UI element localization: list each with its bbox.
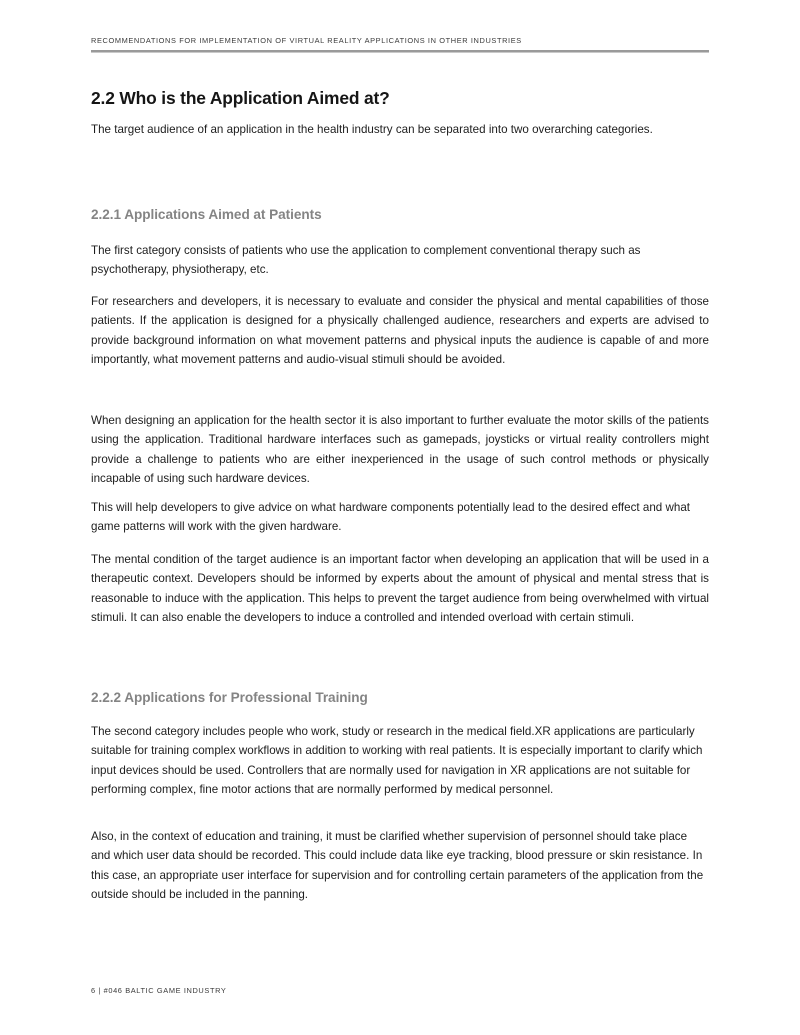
paragraph: When designing an application for the health sector it is also important to further evaluate the motor skills of the patients using the application. Traditional hardware interfaces such as gamepads, joysticks or virtual reality controllers might provide a challenge to patients who are either inexperienced in the usage of such control methods or physically incapable of using such hardware devices.: [91, 414, 709, 485]
subsection-1-heading-block: [91, 206, 709, 224]
intro-paragraph: The target audience of an application in the health industry can be separated into two overarching categories.: [91, 123, 653, 136]
paragraph: The second category includes people who work, study or research in the medical field.XR applications are particularly suitable for training complex workflows in addition to working with real patients. It is especially important to clarify which input devices should be used. Controllers that are normally used for navigation in XR applications are not suitable for performing complex, fine motor actions that are normally performed by medical personnel.: [91, 725, 703, 796]
subsection-1-paragraph-4-block: [91, 498, 709, 537]
section-heading-2-2: 2.2 Who is the Application Aimed at?: [91, 88, 390, 108]
subsection-1-paragraph-2-block: [91, 292, 709, 369]
page-running-header: [91, 35, 709, 53]
subsection-heading-2-2-2: 2.2.2 Applications for Professional Training: [91, 690, 368, 705]
paragraph: For researchers and developers, it is necessary to evaluate and consider the physical and mental capabilities of those patients. If the application is designed for a physically challenged audience, researchers and experts are advised to provide background information on what movement patterns and physical inputs the audience is capable of and more importantly, what movement patterns and audio-visual stimuli should be avoided.: [91, 295, 709, 366]
paragraph: The mental condition of the target audience is an important factor when developing an application that will be used in a therapeutic context. Developers should be informed by experts about the amount of physical and mental stress that is reasonable to induce with the application. This helps to prevent the target audience from being overwhelmed with virtual stimuli. It can also enable the developers to induce a controlled and intended overload with certain stimuli.: [91, 553, 709, 624]
subsection-2-paragraph-2-block: [91, 827, 709, 904]
subsection-1-paragraph-1-block: [91, 241, 709, 280]
paragraph: Also, in the context of education and training, it must be clarified whether supervision of personnel should take place and which user data should be recorded. This could include data like eye tracking, blood pressure or skin resistance. In this case, an appropriate user interface for supervision and for controlling certain parameters of the application from the outside should be included in the panning.: [91, 830, 704, 901]
subsection-2-paragraph-1-block: [91, 722, 709, 799]
subsection-1-paragraph-3-block: [91, 411, 709, 488]
intro-paragraph-block: [91, 120, 709, 139]
page-footer: [91, 985, 709, 996]
running-header-text: RECOMMENDATIONS FOR IMPLEMENTATION OF VIRTUAL REALITY APPLICATIONS IN OTHER INDUSTRIES: [91, 36, 522, 45]
subsection-2-heading-block: [91, 689, 709, 707]
header-rule-divider: [91, 50, 709, 53]
footer-text: 6 | #046 BALTIC GAME INDUSTRY: [91, 986, 227, 995]
subsection-heading-2-2-1: 2.2.1 Applications Aimed at Patients: [91, 207, 322, 222]
paragraph: This will help developers to give advice on what hardware components potentially lead to the desired effect and what game patterns will work with the given hardware.: [91, 501, 691, 534]
paragraph: The first category consists of patients who use the application to complement conventional therapy such as psychotherapy, physiotherapy, etc.: [91, 244, 641, 277]
subsection-1-paragraph-5-block: [91, 550, 709, 627]
